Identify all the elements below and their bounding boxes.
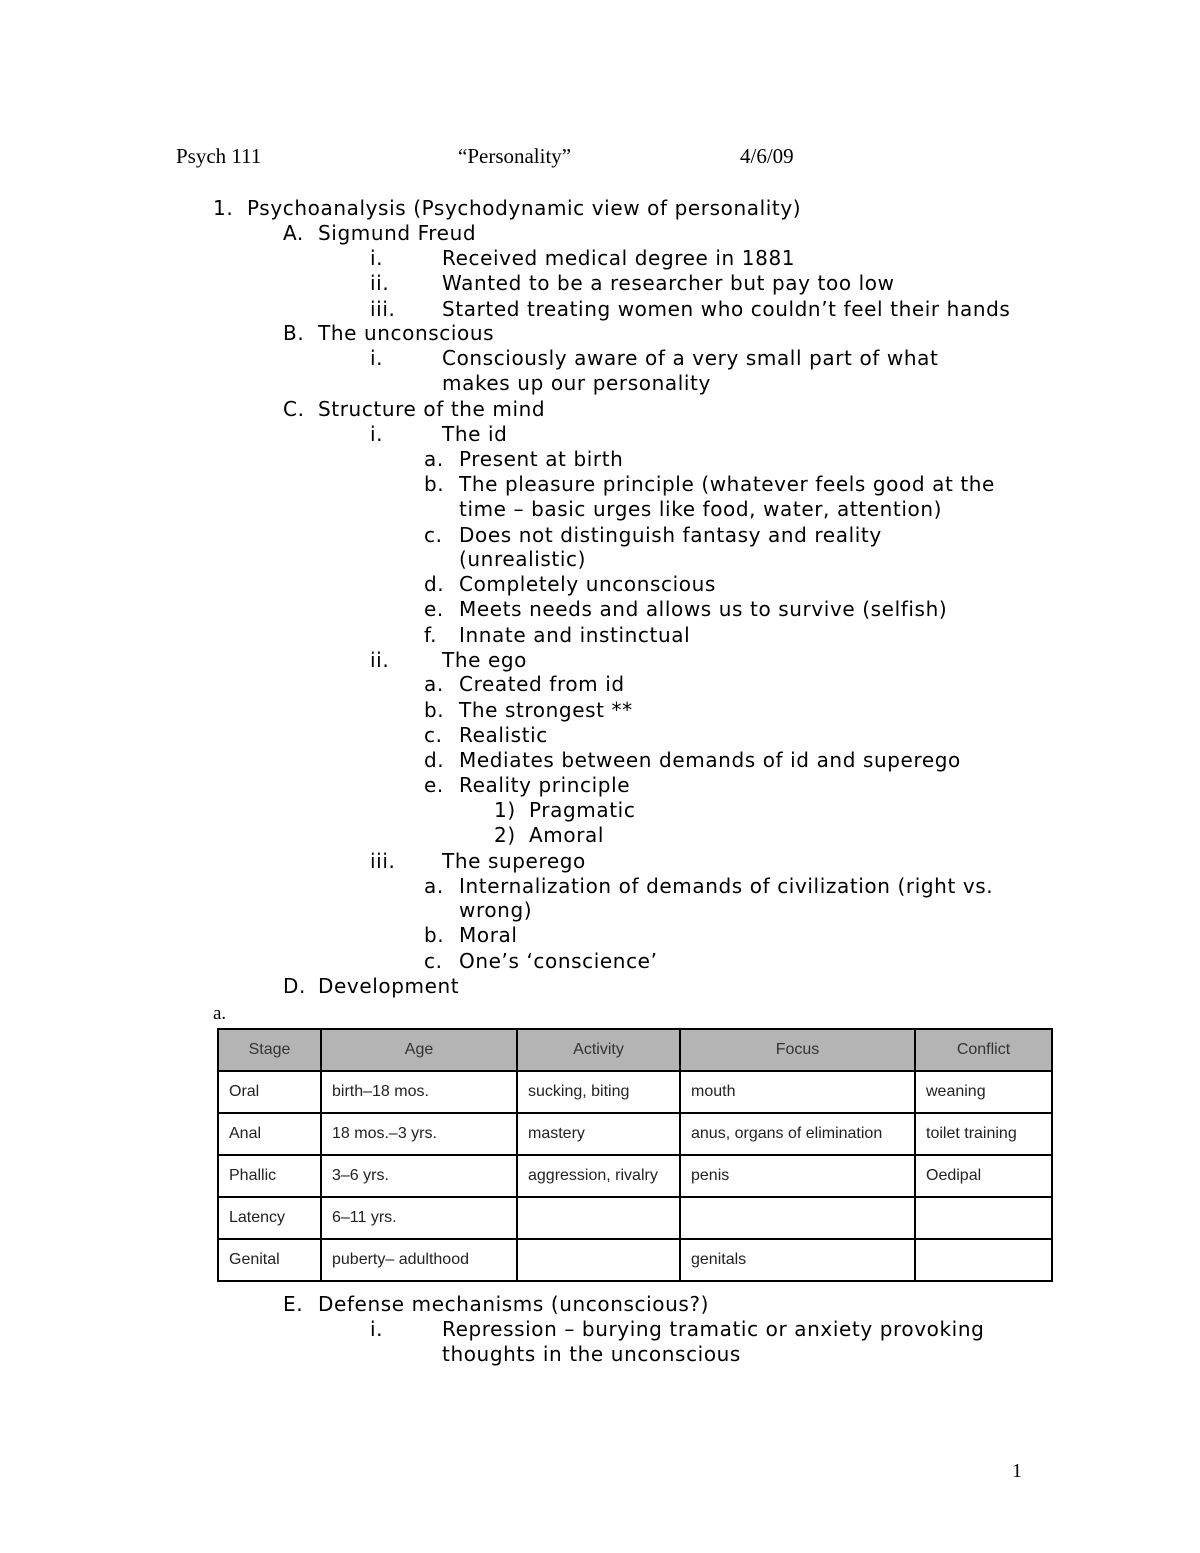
outline-item-defense-mechanisms: Defense mechanisms (unconscious?) <box>318 1292 710 1316</box>
table-cell: Genital <box>218 1239 321 1281</box>
outline-marker: i. <box>370 1317 384 1341</box>
outline-marker: B. <box>283 321 305 345</box>
outline-item-freud: Sigmund Freud <box>318 221 477 245</box>
outline-marker: c. <box>424 723 443 747</box>
outline-marker: c. <box>424 523 443 547</box>
table-cell: sucking, biting <box>517 1071 680 1113</box>
table-cell: 6–11 yrs. <box>321 1197 517 1239</box>
outline-marker: e. <box>424 597 444 621</box>
outline-item: One’s ‘conscience’ <box>459 949 658 973</box>
outline-marker: ii. <box>370 648 390 672</box>
table-row <box>218 1155 1052 1197</box>
course-name: Psych 111 <box>176 144 262 168</box>
outline-item-continued: wrong) <box>459 898 533 922</box>
table-cell: Latency <box>218 1197 321 1239</box>
table-cell: mouth <box>680 1071 915 1113</box>
outline-item: Started treating women who couldn’t feel their hands <box>442 297 1011 321</box>
column-header-focus: Focus <box>680 1029 915 1071</box>
outline-item: Created from id <box>459 672 625 696</box>
outline-item-continued: thoughts in the unconscious <box>442 1342 741 1366</box>
page-number: 1 <box>1012 1460 1022 1482</box>
column-header-age: Age <box>321 1029 517 1071</box>
table-cell: toilet training <box>915 1113 1052 1155</box>
outline-marker: a. <box>213 1003 227 1024</box>
table-cell <box>517 1197 680 1239</box>
outline-item: Meets needs and allows us to survive (selfish) <box>459 597 948 621</box>
table-row <box>218 1113 1052 1155</box>
outline-item: Pragmatic <box>529 798 636 822</box>
table-cell: penis <box>680 1155 915 1197</box>
outline-item: The strongest ** <box>459 698 633 722</box>
outline-marker: d. <box>424 572 445 596</box>
column-header-activity: Activity <box>517 1029 680 1071</box>
table-row <box>218 1071 1052 1113</box>
table-cell: weaning <box>915 1071 1052 1113</box>
outline-item-continued: time – basic urges like food, water, attention) <box>459 497 943 521</box>
table-row <box>218 1239 1052 1281</box>
outline-marker: d. <box>424 748 445 772</box>
outline-marker: ii. <box>370 271 390 295</box>
outline-item: Received medical degree in 1881 <box>442 246 796 270</box>
outline-marker: i. <box>370 422 384 446</box>
outline-item: Wanted to be a researcher but pay too low <box>442 271 895 295</box>
document-title: “Personality” <box>458 144 572 168</box>
outline-item-superego: The superego <box>442 849 586 873</box>
outline-item: Present at birth <box>459 447 624 471</box>
outline-marker: D. <box>283 974 306 998</box>
outline-marker: b. <box>424 923 445 947</box>
outline-item-unconscious: The unconscious <box>318 321 495 345</box>
table-cell: 3–6 yrs. <box>321 1155 517 1197</box>
column-header-stage: Stage <box>218 1029 321 1071</box>
outline-marker: 1. <box>213 196 234 220</box>
outline-marker: a. <box>424 672 444 696</box>
table-cell: puberty– adulthood <box>321 1239 517 1281</box>
table-cell <box>915 1239 1052 1281</box>
table-cell: Anal <box>218 1113 321 1155</box>
outline-marker: e. <box>424 773 444 797</box>
outline-item-id: The id <box>442 422 508 446</box>
outline-marker: iii. <box>370 297 396 321</box>
table-row <box>218 1197 1052 1239</box>
outline-item: Amoral <box>529 823 605 847</box>
outline-marker: 2) <box>494 823 516 847</box>
table-cell: anus, organs of elimination <box>680 1113 915 1155</box>
outline-item-ego: The ego <box>442 648 527 672</box>
outline-item-continued: makes up our personality <box>442 371 711 395</box>
table-cell: 18 mos.–3 yrs. <box>321 1113 517 1155</box>
outline-item: Consciously aware of a very small part of what <box>442 346 939 370</box>
table-cell: birth–18 mos. <box>321 1071 517 1113</box>
column-header-conflict: Conflict <box>915 1029 1052 1071</box>
outline-marker: b. <box>424 698 445 722</box>
table-cell <box>915 1197 1052 1239</box>
table-cell <box>517 1239 680 1281</box>
outline-marker: i. <box>370 346 384 370</box>
outline-item: Mediates between demands of id and superego <box>459 748 961 772</box>
outline-item: Does not distinguish fantasy and reality <box>459 523 882 547</box>
outline-item: Moral <box>459 923 518 947</box>
outline-marker: b. <box>424 472 445 496</box>
outline-item: Internalization of demands of civilization (right vs. <box>459 874 994 898</box>
outline-marker: 1) <box>494 798 516 822</box>
table-cell: Oedipal <box>915 1155 1052 1197</box>
outline-marker: a. <box>424 874 444 898</box>
outline-item-development: Development <box>318 974 460 998</box>
outline-item: Innate and instinctual <box>459 623 691 647</box>
outline-marker: c. <box>424 949 443 973</box>
outline-marker: f. <box>424 623 438 647</box>
outline-heading-psychoanalysis: Psychoanalysis (Psychodynamic view of personality) <box>247 196 802 220</box>
table-cell: aggression, rivalry <box>517 1155 680 1197</box>
outline-item: Completely unconscious <box>459 572 716 596</box>
outline-marker: A. <box>283 221 304 245</box>
outline-item: Realistic <box>459 723 548 747</box>
outline-marker: C. <box>283 397 305 421</box>
outline-item: The pleasure principle (whatever feels good at the <box>459 472 995 496</box>
psychosexual-stages-table <box>217 1028 1051 1282</box>
table-cell: genitals <box>680 1239 915 1281</box>
outline-marker: a. <box>424 447 444 471</box>
outline-item-structure: Structure of the mind <box>318 397 546 421</box>
table-cell: Oral <box>218 1071 321 1113</box>
table-cell: mastery <box>517 1113 680 1155</box>
outline-item: Repression – burying tramatic or anxiety provoking <box>442 1317 985 1341</box>
outline-marker: E. <box>283 1292 304 1316</box>
table-cell: Phallic <box>218 1155 321 1197</box>
outline-item-continued: (unrealistic) <box>459 547 587 571</box>
document-date: 4/6/09 <box>740 144 794 168</box>
outline-item: Reality principle <box>459 773 631 797</box>
outline-marker: iii. <box>370 849 396 873</box>
table-cell <box>680 1197 915 1239</box>
outline-marker: i. <box>370 246 384 270</box>
table-header-row <box>218 1029 1052 1071</box>
